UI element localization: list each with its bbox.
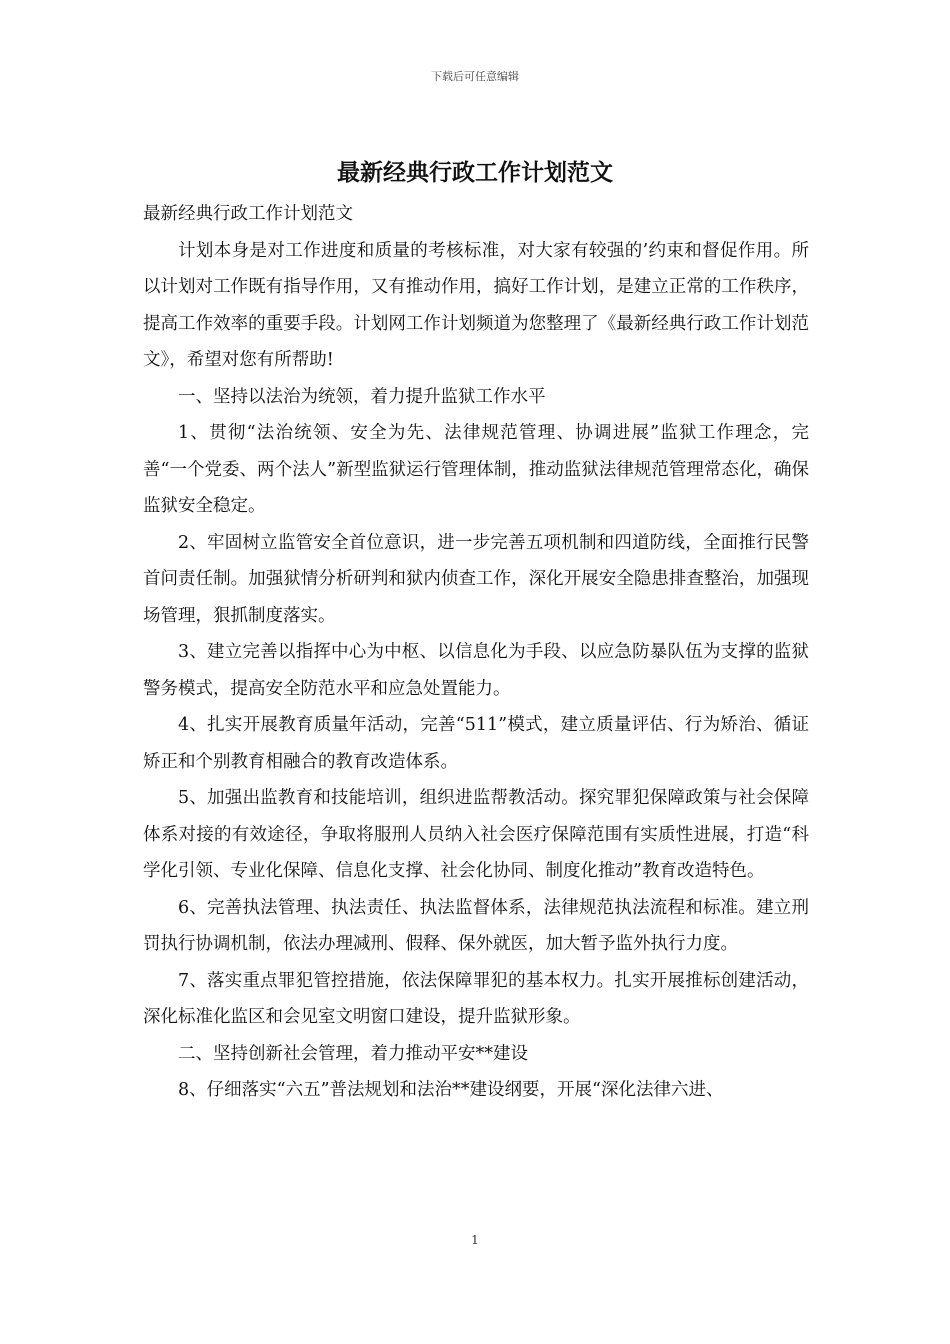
- paragraph-item-3: 3、建立完善以指挥中心为中枢、以信息化为手段、以应急防暴队伍为支撑的监狱警务模式，提高安全防范水平和应急处置能力。: [143, 642, 809, 699]
- paragraph-intro: 计划本身是对工作进度和质量的考核标准，对大家有较强的’约束和督促作用。所以计划对工作既有指导作用，又有推动作用，搞好工作计划，是建立正常的工作秩序，提高工作效率的重要手段。计划网工作计划频道为您整理了《最新经典行政工作计划范文》，希望对您有所帮助!: [143, 240, 809, 370]
- header-note: 下载后可任意编辑: [431, 70, 519, 83]
- page-number: 1: [471, 1233, 479, 1247]
- paragraph-item-4: 4、扎实开展教育质量年活动，完善“511”模式，建立质量评估、行为矫治、循证矫正和个别教育相融合的教育改造体系。: [143, 715, 809, 772]
- section-heading-2: 二、坚持创新社会管理，着力推动平安**建设: [178, 1043, 528, 1064]
- paragraph-item-6: 6、完善执法管理、执法责任、执法监督体系，法律规范执法流程和标准。建立刑罚执行协调机制，依法办理减刑、假释、保外就医，加大暂予监外执行力度。: [143, 897, 809, 954]
- document-title: 最新经典行政工作计划范文: [337, 160, 613, 186]
- paragraph-item-8: 8、仔细落实“六五”普法规划和法治**建设纲要，开展“深化法律六进、: [178, 1080, 724, 1100]
- paragraph-item-7: 7、落实重点罪犯管控措施，依法保障罪犯的基本权力。扎实开展推标创建活动，深化标准化监区和会见室文明窗口建设，提升监狱形象。: [143, 970, 809, 1027]
- document-subtitle: 最新经典行政工作计划范文: [143, 204, 353, 224]
- document-body: [143, 196, 809, 1109]
- paragraph-item-2: 2、牢固树立监管安全首位意识，进一步完善五项机制和四道防线，全面推行民警首问责任制。加强狱情分析研判和狱内侦查工作，深化开展安全隐患排查整治，加强现场管理，狠抓制度落实。: [143, 532, 809, 626]
- section-heading-1: 一、坚持以法治为统领，着力提升监狱工作水平: [178, 386, 546, 407]
- paragraph-item-5: 5、加强出监教育和技能培训，组织进监帮教活动。探究罪犯保障政策与社会保障体系对接的有效途径，争取将服刑人员纳入社会医疗保障范围有实质性进展，打造“科学化引领、专业化保障、信息化支撑、社会化协同、制度化推动”教育改造特色。: [143, 788, 809, 881]
- paragraph-item-1: 1、贯彻“法治统领、安全为先、法律规范管理、协调进展”监狱工作理念，完善“一个党委、两个法人”新型监狱运行管理体制，推动监狱法律规范管理常态化，确保监狱安全稳定。: [143, 423, 809, 516]
